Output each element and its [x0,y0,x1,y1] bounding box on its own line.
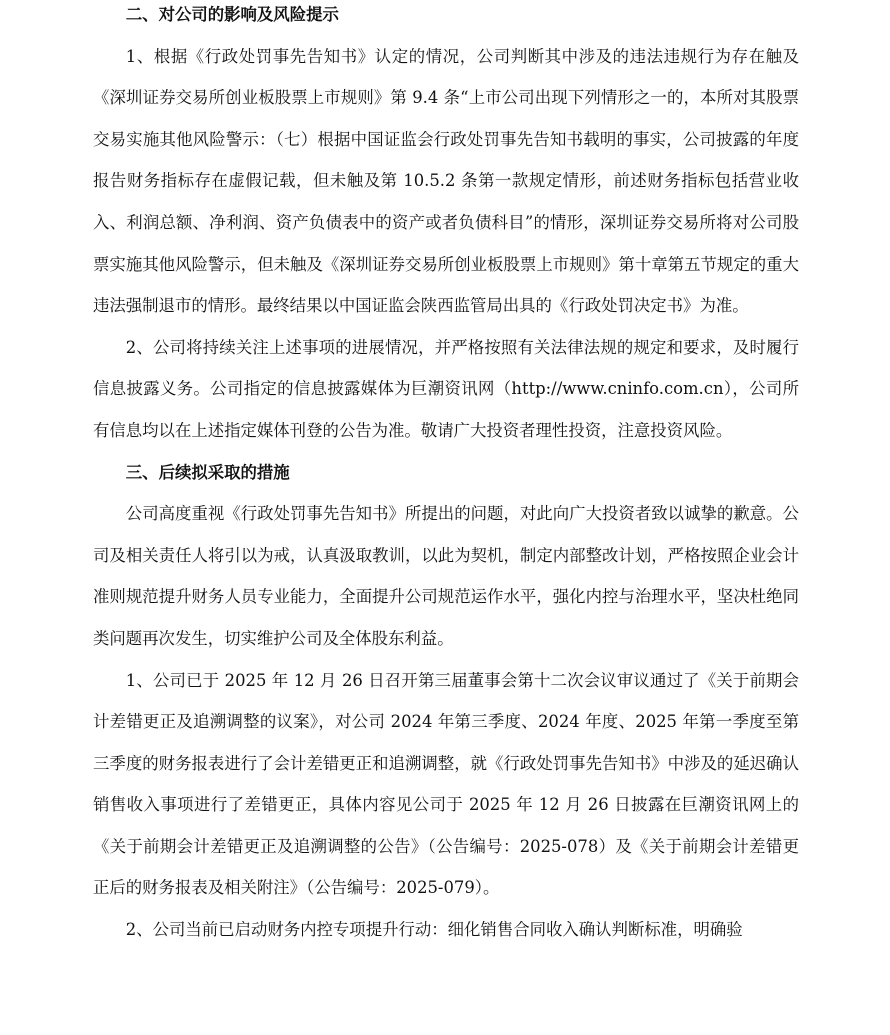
section-impact-risk [93,0,799,452]
paragraph-impact-2: 2、公司将持续关注上述事项的进展情况，并严格按照有关法律法规的规定和要求，及时履行信息披露义务。公司指定的信息披露媒体为巨潮资讯网（http://www.cninfo.com.cn），公司所有信息均以在上述指定媒体刊登的公告为准。敬请广大投资者理性投资，注意投资风险。 [93,337,799,440]
document-page [93,0,799,951]
section-heading-follow-up-measures: 三、后续拟采取的措施 [125,462,290,482]
paragraph-impact-1: 1、根据《行政处罚事先告知书》认定的情况，公司判断其中涉及的违法违规行为存在触及《深圳证券交易所创业板股票上市规则》第 9.4 条“上市公司出现下列情形之一的，本所对其股票交易实施其他风险警示：（七）根据中国证监会行政处罚事先告知书载明的事实，公司披露的年度报告财务指标存在虚假记载，但未触及第 10.5.2 条第一款规定情形，前述财务指标包括营业收入、利润总额、净利润、资产负债表中的资产或者负债科目”的情形，深圳证券交易所将对公司股票实施其他风险警示，但未触及《深圳证券交易所创业板股票上市规则》第十章第五节规定的重大违法强制退市的情形。最终结果以中国证监会陕西监管局出具的《行政处罚决定书》为准。 [93,46,799,316]
paragraph-measures-2: 2、公司当前已启动财务内控专项提升行动：细化销售合同收入确认判断标准，明确验 [125,920,743,940]
section-follow-up-measures [93,452,799,951]
paragraph-measures-intro: 公司高度重视《行政处罚事先告知书》所提出的问题，对此向广大投资者致以诚挚的歉意。公司及相关责任人将引以为戒，认真汲取教训，以此为契机，制定内部整改计划，严格按照企业会计准则规范提升财务人员专业能力，全面提升公司规范运作水平，强化内控与治理水平，坚决杜绝同类问题再次发生，切实维护公司及全体股东利益。 [93,504,799,648]
paragraph-measures-1: 1、公司已于 2025 年 12 月 26 日召开第三届董事会第十二次会议审议通过了《关于前期会计差错更正及追溯调整的议案》，对公司 2024 年第三季度、2024 年度、2025 年第一季度至第三季度的财务报表进行了会计差错更正和追溯调整，就《行政处罚事先告知书》中涉及的延迟确认销售收入事项进行了差错更正，具体内容见公司于 2025 年 12 月 26 日披露在巨潮资讯网上的《关于前期会计差错更正及追溯调整的公告》（公告编号：2025-078）及《关于前期会计差错更正后的财务报表及相关附注》（公告编号：2025-079）。 [93,670,799,898]
section-heading-impact-risk: 二、对公司的影响及风险提示 [125,5,339,24]
